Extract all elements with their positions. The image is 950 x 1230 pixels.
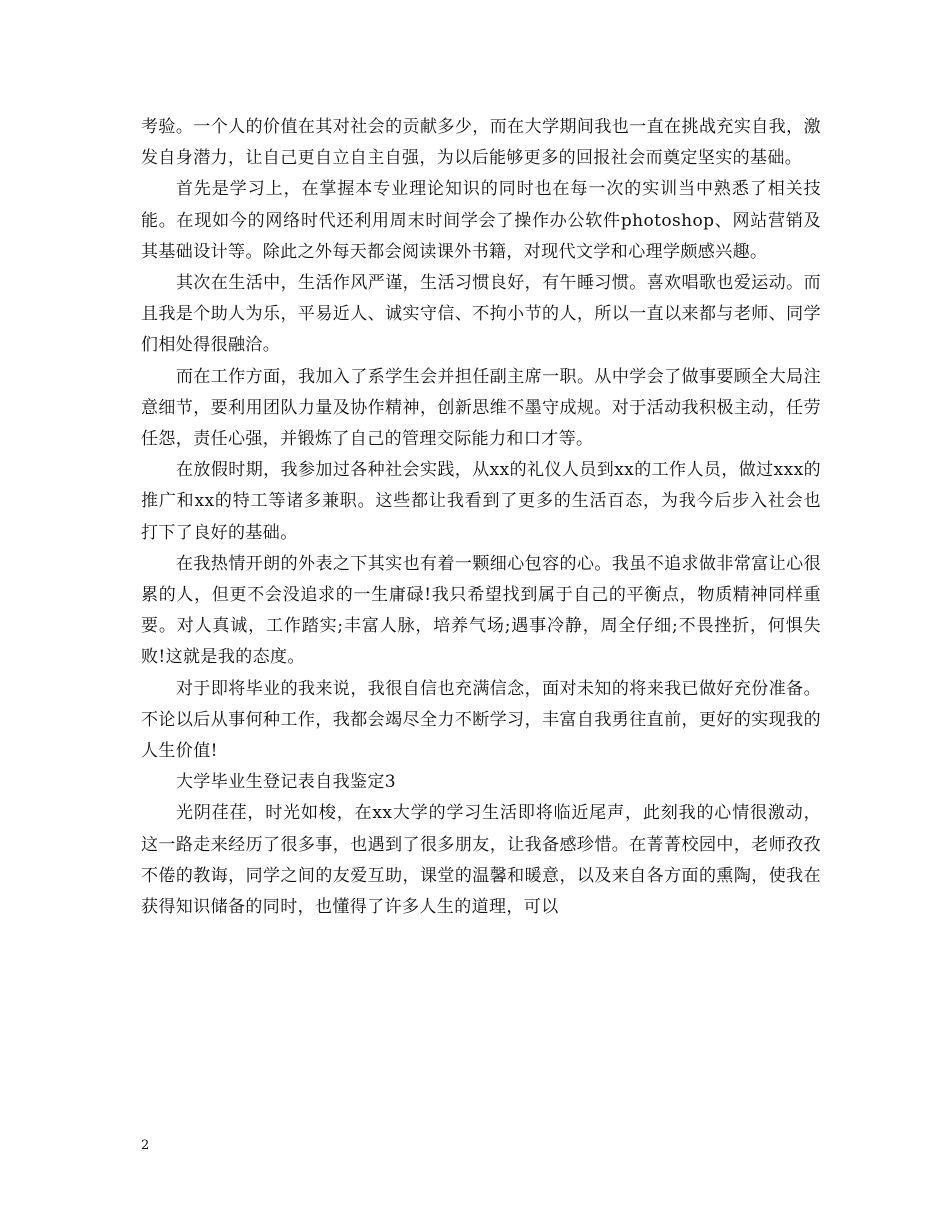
paragraph-attitude: 在我热情开朗的外表之下其实也有着一颗细心包容的心。我虽不追求做非常富让心很累的人，但更不会没追求的一生庸碌!我只希望找到属于自己的平衡点，物质精神同样重要。对人真诚，工作踏实;丰富人脉，培养气场;遇事冷静，周全仔细;不畏挫折，何惧失败!这就是我的态度。 [141,553,821,668]
paragraph-study: 首先是学习上，在掌握本专业理论知识的同时也在每一次的实训当中熟悉了相关技能。在现如今的网络时代还利用周末时间学会了操作办公软件photoshop、网站营销及其基础设计等。除此之外每天都会阅读课外书籍，对现代文学和心理学颇感兴趣。 [141,179,821,262]
paragraph-life: 其次在生活中，生活作风严谨，生活习惯良好，有午睡习惯。喜欢唱歌也爱运动。而且我是个助人为乐，平易近人、诚实守信、不拘小节的人，所以一直以来都与老师、同学们相处得很融洽。 [141,273,821,356]
section-heading: 大学毕业生登记表自我鉴定3 [176,772,397,793]
paragraph-intro: 考验。一个人的价值在其对社会的贡献多少，而在大学期间我也一直在挑战充实自我，激发自身潜力，让自己更自立自主自强，为以后能够更多的回报社会而奠定坚实的基础。 [141,117,821,169]
paragraph-practice: 在放假时期，我参加过各种社会实践，从xx的礼仪人员到xx的工作人员，做过xxx的推广和xx的特工等诸多兼职。这些都让我看到了更多的生活百态，为我今后步入社会也打下了良好的基础。 [141,460,821,543]
page-number: 2 [141,1138,150,1153]
paragraph-graduation: 对于即将毕业的我来说，我很自信也充满信念，面对未知的将来我已做好充份准备。不论以后从事何种工作，我都会竭尽全力不断学习，丰富自我勇往直前，更好的实现我的人生价值! [141,678,821,762]
paragraph-work: 而在工作方面，我加入了系学生会并担任副主席一职。从中学会了做事要顾全大局注意细节，要利用团队力量及协作精神，创新思维不墨守成规。对于活动我积极主动，任劳任怨，责任心强，并锻炼了自己的管理交际能力和口才等。 [141,366,821,450]
paragraph-section3-start: 光阴荏荏，时光如梭，在xx大学的学习生活即将临近尾声，此刻我的心情很激动，这一路走来经历了很多事，也遇到了很多朋友，让我备感珍惜。在菁菁校园中，老师孜孜不倦的教诲，同学之间的友爱互助，课堂的温馨和暖意，以及来自各方面的熏陶，使我在获得知识储备的同时，也懂得了许多人生的道理，可以 [141,803,821,918]
document-body [141,112,821,923]
